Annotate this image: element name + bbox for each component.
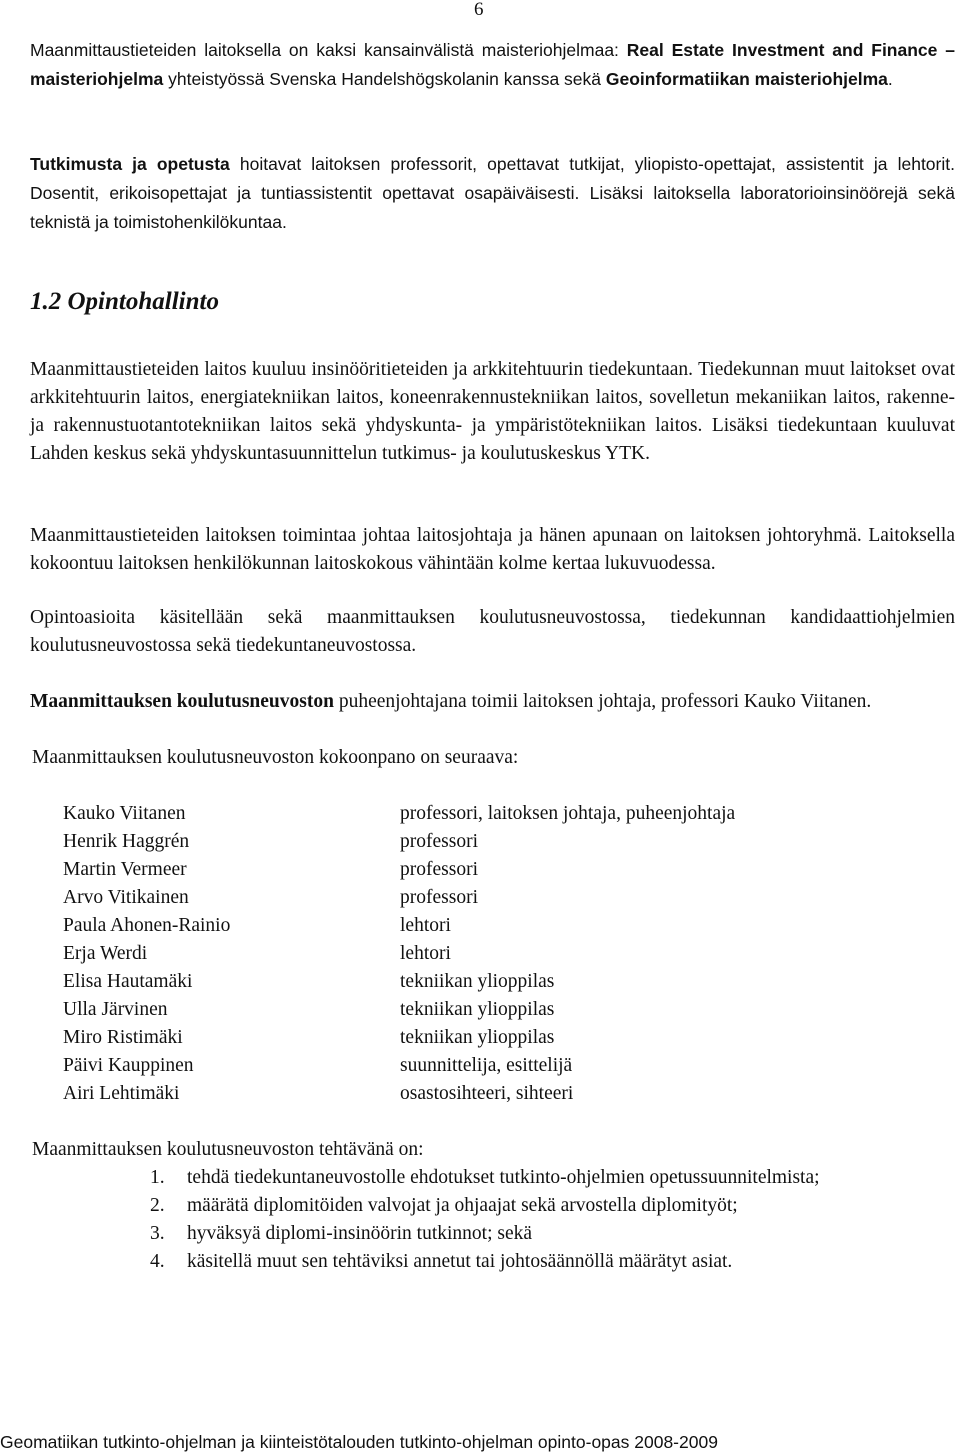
staff-paragraph (30, 150, 955, 237)
intro-program-1: Real Estate Investment and Finance –maisteriohjelma (30, 40, 955, 89)
member-role: suunnittelija, esittelijä (400, 1055, 573, 1076)
member-role: lehtori (400, 915, 451, 936)
member-name: Erja Werdi (63, 943, 148, 964)
faculty-paragraph: Maanmittaustieteiden laitos kuuluu insinööritieteiden ja arkkitehtuurin tiedekuntaan. Tiedekunnan muut laitokset ovat arkkitehtuurin laitos, energiatekniikan laitos, koneenrakennustekniikan laitos, sovelletun mekaniikan laitos, rakenne- ja rakennustuotantotekniikan laitos sekä yhdyskunta- ja ympäristötekniikan laitos. Lisäksi tiedekuntaan kuuluvat Lahden keskus sekä yhdyskuntasuunnittelun tutkimus- ja koulutuskeskus YTK. (30, 359, 955, 464)
member-role: tekniikan ylioppilas (400, 1027, 555, 1048)
member-role: professori (400, 887, 478, 908)
member-name: Ulla Järvinen (63, 999, 168, 1020)
council-name-bold: Maanmittauksen koulutusneuvoston (30, 691, 334, 712)
council-chair-text: puheenjohtajana toimii laitoksen johtaja, professori Kauko Viitanen. (333, 691, 872, 712)
page-number: 6 (474, 0, 484, 20)
duty-number: 3. (150, 1223, 165, 1244)
duty-text: käsitellä muut sen tehtäviksi annetut tai johtosäännöllä määrätyt asiat. (187, 1251, 733, 1272)
member-role: tekniikan ylioppilas (400, 971, 555, 992)
duty-number: 4. (150, 1251, 165, 1272)
staff-bold: Tutkimusta ja opetusta (30, 154, 230, 174)
duty-text: tehdä tiedekuntaneuvostolle ehdotukset tutkinto-ohjelmien opetussuunnitelmista; (187, 1167, 820, 1188)
member-role: lehtori (400, 943, 451, 964)
intro-paragraph (30, 36, 955, 94)
duty-item (150, 1164, 960, 1192)
duties-list (150, 1164, 960, 1276)
council-chair-paragraph (30, 688, 955, 716)
study-affairs-paragraph: Opintoasioita käsitellään sekä maanmittauksen koulutusneuvostossa, tiedekunnan kandidaattiohjelmien koulutusneuvostossa sekä tiedekuntaneuvostossa. (30, 607, 955, 656)
duties-intro: Maanmittauksen koulutusneuvoston tehtävänä on: (32, 1139, 424, 1160)
section-heading: 1.2 Opintohallinto (30, 288, 219, 315)
duty-number: 1. (150, 1167, 165, 1188)
duty-item (150, 1248, 960, 1276)
intro-text-2: yhteistyössä Svenska Handelshögskolanin kanssa sekä (163, 69, 606, 89)
member-role: professori (400, 859, 478, 880)
member-name: Henrik Haggrén (63, 831, 190, 852)
member-role: osastosihteeri, sihteeri (400, 1083, 574, 1104)
staff-text: hoitavat laitoksen professorit, opettavat tutkijat, yliopisto-opettajat, assistentit ja lehtorit. Dosentit, erikoisopettajat ja tuntiassistentit opettavat osapäiväisesti. Lisäksi laitoksella laboratorioinsinöörejä sekä teknistä ja toimistohenkilökuntaa. (30, 154, 955, 232)
duty-number: 2. (150, 1195, 165, 1216)
member-role: professori, laitoksen johtaja, puheenjohtaja (400, 803, 736, 824)
member-role: professori (400, 831, 478, 852)
member-name: Elisa Hautamäki (63, 971, 193, 992)
member-name: Airi Lehtimäki (63, 1083, 180, 1104)
intro-text-3: . (887, 69, 893, 89)
member-name: Martin Vermeer (63, 859, 187, 880)
composition-intro: Maanmittauksen koulutusneuvoston kokoonpano on seuraava: (32, 747, 519, 768)
member-name: Paula Ahonen-Rainio (63, 915, 231, 936)
footer: Geomatiikan tutkinto-ohjelman ja kiinteistötalouden tutkinto-ohjelman opinto-opas 2008-2009 (0, 1432, 718, 1452)
member-name: Miro Ristimäki (63, 1027, 183, 1048)
duty-text: määrätä diplomitöiden valvojat ja ohjaajat sekä arvostella diplomityöt; (187, 1195, 738, 1216)
member-name: Arvo Vitikainen (63, 887, 189, 908)
intro-program-2: Geoinformatiikan maisteriohjelma (605, 69, 888, 89)
duty-item (150, 1220, 960, 1248)
member-name: Päivi Kauppinen (63, 1055, 194, 1076)
duty-text: hyväksyä diplomi-insinöörin tutkinnot; sekä (187, 1223, 533, 1244)
member-role: tekniikan ylioppilas (400, 999, 555, 1020)
member-name: Kauko Viitanen (63, 803, 186, 824)
duty-item (150, 1192, 960, 1220)
management-paragraph: Maanmittaustieteiden laitoksen toimintaa johtaa laitosjohtaja ja hänen apunaan on laitoksen johtoryhmä. Laitoksella kokoontuu laitoksen henkilökunnan laitoskokous vähintään kolme kertaa lukuvuodessa. (30, 525, 955, 574)
intro-text-1: Maanmittaustieteiden laitoksella on kaksi kansainvälistä maisteriohjelmaa: (30, 40, 627, 60)
